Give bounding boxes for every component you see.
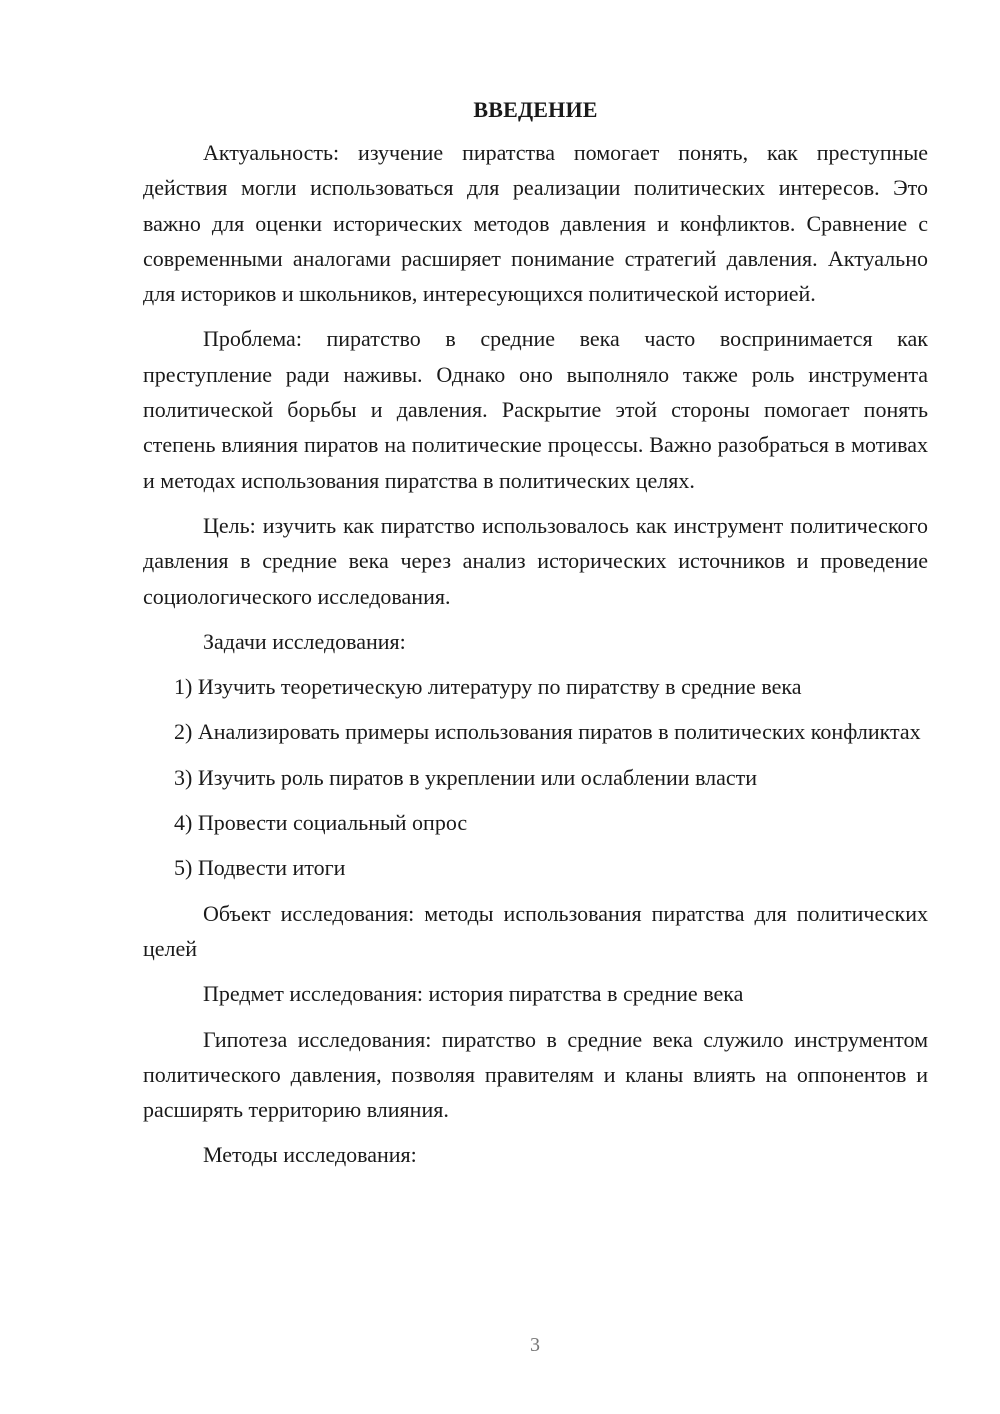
- paragraph-object: Объект исследования: методы использования пиратства для политических целей: [143, 900, 928, 961]
- list-item: 4) Провести социальный опрос: [174, 810, 468, 836]
- paragraph-subject: Предмет исследования: история пиратства в средние века: [203, 981, 744, 1007]
- document-page: [143, 95, 928, 1183]
- list-item: 1) Изучить теоретическую литературу по пиратству в средние века: [174, 674, 802, 700]
- tasks-list: [143, 669, 928, 885]
- paragraph-problem: Проблема: пиратство в средние века часто воспринимается как преступление ради наживы. Однако оно выполняло также роль инструмента политической борьбы и давления. Раскрытие этой стороны помогает понять степень влияния пиратов на политические процессы. Важно разобраться в мотивах и методах использования пиратства в политических целях.: [143, 326, 928, 493]
- list-item: 5) Подвести итоги: [174, 855, 346, 881]
- paragraph-methods-heading: Методы исследования:: [203, 1142, 417, 1168]
- paragraph-relevance: Актуальность: изучение пиратства помогает понять, как преступные действия могли использоваться для реализации политических интересов. Это важно для оценки исторических методов давления и конфликтов. Сравнение с современными аналогами расширяет понимание стратегий давления. Актуально для историков и школьников, интересующихся политической историей.: [143, 140, 928, 307]
- list-item: 3) Изучить роль пиратов в укреплении или ослаблении власти: [174, 764, 758, 790]
- page-number: 3: [530, 1334, 540, 1356]
- paragraph-hypothesis: Гипотеза исследования: пиратство в средние века служило инструментом политического давления, позволяя правителям и кланы влиять на оппонентов и расширять территорию влияния.: [143, 1026, 928, 1123]
- paragraph-goal: Цель: изучить как пиратство использовалось как инструмент политического давления в средние века через анализ исторических источников и проведение социологического исследования.: [143, 512, 928, 609]
- paragraph-tasks-heading: Задачи исследования:: [203, 628, 406, 654]
- list-item: 2) Анализировать примеры использования пиратов в политических конфликтах: [174, 719, 921, 745]
- section-title: ВВЕДЕНИЕ: [473, 97, 598, 122]
